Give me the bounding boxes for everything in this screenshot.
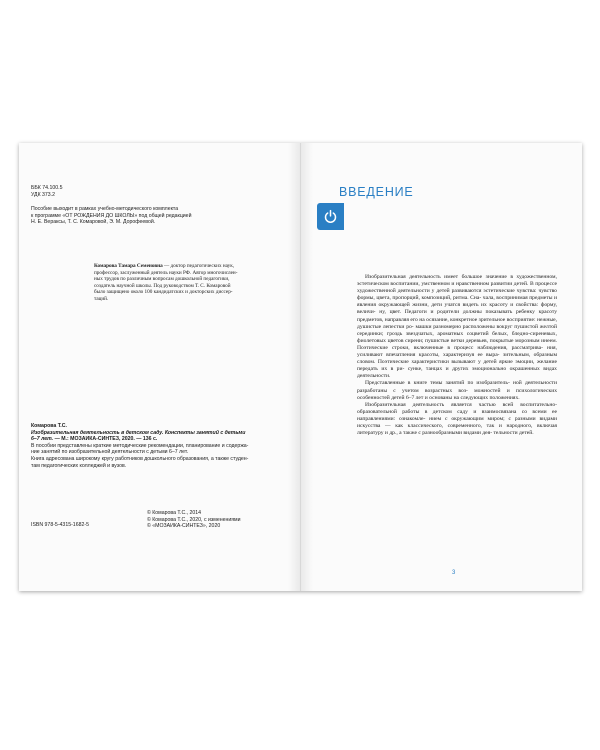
series-line: к программе «ОТ РОЖДЕНИЯ ДО ШКОЛЫ» под общей редакцией [31,212,192,219]
copyright-block [147,510,241,530]
author-note-line: профессор, заслуженный деятель науки РФ. Автор многочислен- [94,269,238,276]
author-note-line: Комарова Тамара Семеновна — доктор педагогических наук, [94,263,235,269]
catalog-entry [31,423,286,469]
gutter-shadow [288,143,300,591]
udk-code: УДК 373.2 [31,191,56,198]
power-icon [323,209,338,224]
book-spread [19,143,582,591]
author-note-line: создатель научной школы. Под руководством Т. С. Комаровой [94,282,231,289]
author-note-line: было защищено около 100 кандидатских и докторских диссер- [94,289,233,296]
catalog-desc-line: там педагогических колледжей и вузов. [31,462,127,469]
chapter-badge [317,203,344,230]
library-codes [31,185,62,198]
paragraph: Изобразительная деятельность имеет большое значение в художественном, эстетическом воспитании, умственном и нравственном развитии детей. В процессе художественной деятельности у детей развиваются эстетические чувства: чувство формы, цвета, пропорций, композиций, ритма. Сна- чала, воспринимая предметы и явления окружающей жизни, дети учатся видеть их красоту и свойства: форму, величи- ну, цвет. Педагоги и родители должны показывать ребенку красоту предметов, направляя его на осязание, конкретное зрительное восприятие: нежные, душистые лепестки ро- машки разномерно расположены вокруг пушистой желтой серединки; гроздь звездчатых, ароматных соцветий белых, бледно-сиреневых, фиолетовых цветов сирени; пушистые ветки деревьев, покрытые морозным инеем. Поэтические строки, включенные в процесс наблюдения, рассматрива- ния, усиливают впечатления красоты, характеризуя ее выра- зительным, образным словом. Поэтические характеристики вызывают у детей яркие эмоции, желание передать их в ри- сунке, танцах и других эмоционально окрашенных видах деятельности. [357,274,558,380]
bbk-code: ББК 74.100.5 [31,185,63,191]
catalog-title-line: 6–7 лет. — М.: МОЗАИКА-СИНТЕЗ, 2020. — 136 с. [31,436,158,443]
catalog-desc-line: ние занятий по изобразительной деятельности с детьми 6–7 лет. [31,449,189,456]
catalog-author: Комарова Т.С. [31,423,67,429]
gutter-shadow [301,143,313,591]
series-line: Пособие выходит в рамках учебно-методического комплекта [31,206,179,212]
isbn: ISBN 978-5-4315-1682-5 [31,522,89,528]
page-number: 3 [452,570,456,576]
series-line: Н. Е. Вераксы, Т. С. Комаровой, Э. М. Дорофеевой. [31,219,156,226]
series-note [31,206,281,226]
chapter-heading: ВВЕДЕНИЕ [339,185,414,199]
catalog-desc-line: Книга адресована широкому кругу работников дошкольного образования, а также студен- [31,455,249,462]
paragraph: Представленные в книге темы занятий по изобразитель- ной деятельности разработаны с учетом возрастных воз- можностей и психологических особенностей детей 6–7 лет и основаны на следующих положениях. [357,380,557,401]
author-note-line: ных трудов по различным вопросам дошкольной педагогики, [94,276,230,283]
paragraph: Изобразительная деятельность является частью всей воспитательно-образовательной работы в детском саду и взаимосвязана со всеми ее направлениями: ознакомле- нием с окружающим миром; с разными видами искусства — как классического, современного, так и народного, включая литературу и др., а также с разнообразными видами дея- тельности детей. [357,401,558,437]
copyright-line: © Комарова Т.С., 2020, с изменениями [147,516,241,523]
copyright-line: © «МОЗАИКА-СИНТЕЗ», 2020 [147,523,221,530]
copyright-line: © Комарова Т.С., 2014 [147,510,202,516]
catalog-desc-line: В пособии представлены краткие методические рекомендации, планирование и содержа- [31,442,249,449]
catalog-publisher: — М.: МОЗАИКА-СИНТЕЗ, 2020. — 136 с. [53,436,158,443]
author-name: Комарова Тамара Семеновна [94,263,163,269]
right-page [301,143,582,591]
intro-text [357,274,557,437]
author-note [94,263,280,303]
left-page [19,143,301,591]
catalog-title-line: Изобразительная деятельность в детском саду. Конспекты занятий с детьми [31,429,246,436]
author-note-line: таций. [94,295,109,302]
